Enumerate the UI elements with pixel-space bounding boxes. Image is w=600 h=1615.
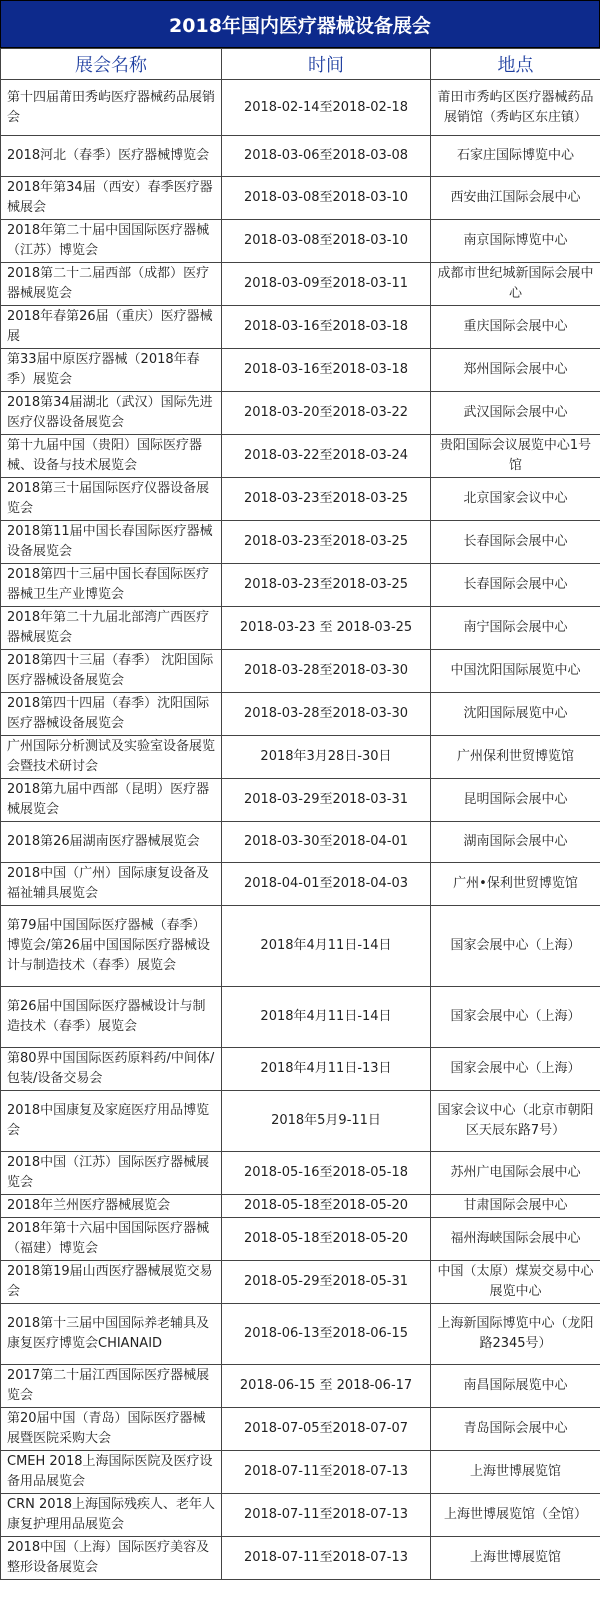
expo-time-cell: 2018-03-08至2018-03-10 bbox=[222, 220, 431, 263]
expo-place-cell: 苏州广电国际会展中心 bbox=[431, 1152, 600, 1195]
table-body bbox=[1, 80, 600, 1580]
table-row bbox=[1, 1304, 600, 1365]
expo-time-cell: 2018-06-13至2018-06-15 bbox=[222, 1304, 431, 1365]
expo-name-cell: 2018第四十四届（春季）沈阳国际医疗器械设备展览会 bbox=[1, 693, 222, 736]
expo-name-cell: 2018第二十二届西部（成都）医疗器械展览会 bbox=[1, 263, 222, 306]
expo-place-cell: 中国沈阳国际展览中心 bbox=[431, 650, 600, 693]
expo-name-cell: 2018中国（江苏）国际医疗器械展览会 bbox=[1, 1152, 222, 1195]
expo-place-cell: 莆田市秀屿区医疗器械药品展销馆（秀屿区东庄镇） bbox=[431, 80, 600, 136]
expo-name-cell: 2018年第34届（西安）春季医疗器械展会 bbox=[1, 177, 222, 220]
expo-table bbox=[0, 48, 600, 1580]
expo-place-cell: 国家会展中心（上海） bbox=[431, 1048, 600, 1091]
table-row bbox=[1, 1451, 600, 1494]
table-row bbox=[1, 1152, 600, 1195]
expo-name-cell: 2018年兰州医疗器械展览会 bbox=[1, 1195, 222, 1218]
expo-time-cell: 2018年4月11日-14日 bbox=[222, 906, 431, 987]
table-row bbox=[1, 987, 600, 1048]
column-header-place: 地点 bbox=[431, 49, 600, 80]
table-row bbox=[1, 863, 600, 906]
table-row bbox=[1, 1365, 600, 1408]
expo-time-cell: 2018-03-23至2018-03-25 bbox=[222, 564, 431, 607]
expo-place-cell: 上海世博展览馆 bbox=[431, 1451, 600, 1494]
table-row bbox=[1, 1261, 600, 1304]
expo-place-cell: 国家会展中心（上海） bbox=[431, 987, 600, 1048]
expo-place-cell: 青岛国际会展中心 bbox=[431, 1408, 600, 1451]
expo-place-cell: 郑州国际会展中心 bbox=[431, 349, 600, 392]
expo-time-cell: 2018-03-30至2018-04-01 bbox=[222, 822, 431, 863]
table-row bbox=[1, 521, 600, 564]
table-row bbox=[1, 1091, 600, 1152]
table-row bbox=[1, 220, 600, 263]
table-row bbox=[1, 1218, 600, 1261]
expo-time-cell: 2018-04-01至2018-04-03 bbox=[222, 863, 431, 906]
table-row bbox=[1, 1048, 600, 1091]
expo-name-cell: 第26届中国国际医疗器械设计与制造技术（春季）展览会 bbox=[1, 987, 222, 1048]
expo-name-cell: 2018年春第26届（重庆）医疗器械展 bbox=[1, 306, 222, 349]
table-row bbox=[1, 779, 600, 822]
expo-time-cell: 2018-03-20至2018-03-22 bbox=[222, 392, 431, 435]
expo-name-cell: 第十四届莆田秀屿医疗器械药品展销会 bbox=[1, 80, 222, 136]
expo-name-cell: CRN 2018上海国际残疾人、老年人康复护理用品展览会 bbox=[1, 1494, 222, 1537]
expo-time-cell: 2018年4月11日-13日 bbox=[222, 1048, 431, 1091]
expo-time-cell: 2018年3月28日-30日 bbox=[222, 736, 431, 779]
expo-place-cell: 中国（太原）煤炭交易中心展览中心 bbox=[431, 1261, 600, 1304]
expo-name-cell: 2017第二十届江西国际医疗器械展览会 bbox=[1, 1365, 222, 1408]
expo-time-cell: 2018-03-28至2018-03-30 bbox=[222, 650, 431, 693]
expo-place-cell: 国家会展中心（上海） bbox=[431, 906, 600, 987]
expo-place-cell: 武汉国际会展中心 bbox=[431, 392, 600, 435]
expo-name-cell: 2018年第十六届中国国际医疗器械（福建）博览会 bbox=[1, 1218, 222, 1261]
table-row bbox=[1, 1494, 600, 1537]
expo-name-cell: 2018第十三届中国国际养老辅具及康复医疗博览会CHIANAID bbox=[1, 1304, 222, 1365]
table-row bbox=[1, 435, 600, 478]
expo-place-cell: 长春国际会展中心 bbox=[431, 521, 600, 564]
table-row bbox=[1, 349, 600, 392]
expo-name-cell: CMEH 2018上海国际医院及医疗设备用品展览会 bbox=[1, 1451, 222, 1494]
expo-name-cell: 2018河北（春季）医疗器械博览会 bbox=[1, 136, 222, 177]
expo-name-cell: 第79届中国国际医疗器械（春季）博览会/第26届中国国际医疗器械设计与制造技术（春季）展览会 bbox=[1, 906, 222, 987]
expo-place-cell: 昆明国际会展中心 bbox=[431, 779, 600, 822]
expo-time-cell: 2018-03-06至2018-03-08 bbox=[222, 136, 431, 177]
expo-time-cell: 2018-03-23 至 2018-03-25 bbox=[222, 607, 431, 650]
table-row bbox=[1, 693, 600, 736]
table-row bbox=[1, 736, 600, 779]
expo-place-cell: 湖南国际会展中心 bbox=[431, 822, 600, 863]
table-row bbox=[1, 1195, 600, 1218]
expo-time-cell: 2018-03-23至2018-03-25 bbox=[222, 521, 431, 564]
expo-place-cell: 南昌国际展览中心 bbox=[431, 1365, 600, 1408]
expo-name-cell: 2018中国康复及家庭医疗用品博览会 bbox=[1, 1091, 222, 1152]
table-row bbox=[1, 650, 600, 693]
expo-name-cell: 2018中国（上海）国际医疗美容及整形设备展览会 bbox=[1, 1537, 222, 1580]
expo-time-cell: 2018-03-09至2018-03-11 bbox=[222, 263, 431, 306]
table-row bbox=[1, 306, 600, 349]
expo-name-cell: 第十九届中国（贵阳）国际医疗器械、设备与技术展览会 bbox=[1, 435, 222, 478]
expo-name-cell: 2018中国（广州）国际康复设备及福祉辅具展览会 bbox=[1, 863, 222, 906]
expo-time-cell: 2018-07-05至2018-07-07 bbox=[222, 1408, 431, 1451]
expo-time-cell: 2018-03-22至2018-03-24 bbox=[222, 435, 431, 478]
expo-time-cell: 2018-03-16至2018-03-18 bbox=[222, 306, 431, 349]
expo-time-cell: 2018-05-18至2018-05-20 bbox=[222, 1195, 431, 1218]
expo-place-cell: 北京国家会议中心 bbox=[431, 478, 600, 521]
expo-name-cell: 2018第三十届国际医疗仪器设备展览会 bbox=[1, 478, 222, 521]
expo-time-cell: 2018-02-14至2018-02-18 bbox=[222, 80, 431, 136]
expo-place-cell: 广州•保利世贸博览馆 bbox=[431, 863, 600, 906]
expo-time-cell: 2018-07-11至2018-07-13 bbox=[222, 1451, 431, 1494]
table-header-row bbox=[1, 49, 600, 80]
expo-name-cell: 2018第34届湖北（武汉）国际先进医疗仪器设备展览会 bbox=[1, 392, 222, 435]
expo-place-cell: 上海新国际博览中心（龙阳路2345号） bbox=[431, 1304, 600, 1365]
expo-name-cell: 2018年第二十届中国国际医疗器械（江苏）博览会 bbox=[1, 220, 222, 263]
table-row bbox=[1, 607, 600, 650]
expo-place-cell: 甘肃国际会展中心 bbox=[431, 1195, 600, 1218]
expo-place-cell: 重庆国际会展中心 bbox=[431, 306, 600, 349]
column-header-time: 时间 bbox=[222, 49, 431, 80]
expo-time-cell: 2018-05-16至2018-05-18 bbox=[222, 1152, 431, 1195]
expo-place-cell: 成都市世纪城新国际会展中心 bbox=[431, 263, 600, 306]
expo-name-cell: 2018第19届山西医疗器械展览交易会 bbox=[1, 1261, 222, 1304]
expo-name-cell: 第20届中国（青岛）国际医疗器械展暨医院采购大会 bbox=[1, 1408, 222, 1451]
expo-place-cell: 沈阳国际展览中心 bbox=[431, 693, 600, 736]
expo-place-cell: 南京国际博览中心 bbox=[431, 220, 600, 263]
expo-time-cell: 2018-03-29至2018-03-31 bbox=[222, 779, 431, 822]
expo-name-cell: 广州国际分析测试及实验室设备展览会暨技术研讨会 bbox=[1, 736, 222, 779]
table-row bbox=[1, 177, 600, 220]
expo-name-cell: 2018第四十三届（春季） 沈阳国际医疗器械设备展览会 bbox=[1, 650, 222, 693]
table-row bbox=[1, 564, 600, 607]
expo-place-cell: 国家会议中心（北京市朝阳区天辰东路7号） bbox=[431, 1091, 600, 1152]
expo-time-cell: 2018-03-08至2018-03-10 bbox=[222, 177, 431, 220]
expo-name-cell: 2018第11届中国长春国际医疗器械设备展览会 bbox=[1, 521, 222, 564]
expo-place-cell: 西安曲江国际会展中心 bbox=[431, 177, 600, 220]
table-row bbox=[1, 1537, 600, 1580]
table-row bbox=[1, 822, 600, 863]
column-header-name: 展会名称 bbox=[1, 49, 222, 80]
expo-time-cell: 2018-03-28至2018-03-30 bbox=[222, 693, 431, 736]
expo-place-cell: 福州海峡国际会展中心 bbox=[431, 1218, 600, 1261]
expo-name-cell: 第80界中国国际医药原料药/中间体/包装/设备交易会 bbox=[1, 1048, 222, 1091]
expo-time-cell: 2018-06-15 至 2018-06-17 bbox=[222, 1365, 431, 1408]
expo-time-cell: 2018-07-11至2018-07-13 bbox=[222, 1494, 431, 1537]
expo-time-cell: 2018-03-16至2018-03-18 bbox=[222, 349, 431, 392]
expo-place-cell: 上海世博展览馆（全馆） bbox=[431, 1494, 600, 1537]
expo-time-cell: 2018年4月11日-14日 bbox=[222, 987, 431, 1048]
expo-place-cell: 上海世博展览馆 bbox=[431, 1537, 600, 1580]
expo-name-cell: 2018第九届中西部（昆明）医疗器械展览会 bbox=[1, 779, 222, 822]
table-row bbox=[1, 1408, 600, 1451]
expo-time-cell: 2018-05-18至2018-05-20 bbox=[222, 1218, 431, 1261]
expo-place-cell: 石家庄国际博览中心 bbox=[431, 136, 600, 177]
table-row bbox=[1, 80, 600, 136]
expo-time-cell: 2018-05-29至2018-05-31 bbox=[222, 1261, 431, 1304]
expo-time-cell: 2018-07-11至2018-07-13 bbox=[222, 1537, 431, 1580]
expo-name-cell: 2018年第二十九届北部湾广西医疗器械展览会 bbox=[1, 607, 222, 650]
expo-time-cell: 2018-03-23至2018-03-25 bbox=[222, 478, 431, 521]
expo-time-cell: 2018年5月9-11日 bbox=[222, 1091, 431, 1152]
page-title: 2018年国内医疗器械设备展会 bbox=[0, 0, 600, 48]
table-row bbox=[1, 906, 600, 987]
expo-name-cell: 2018第26届湖南医疗器械展览会 bbox=[1, 822, 222, 863]
table-row bbox=[1, 263, 600, 306]
expo-place-cell: 南宁国际会展中心 bbox=[431, 607, 600, 650]
expo-place-cell: 长春国际会展中心 bbox=[431, 564, 600, 607]
table-row bbox=[1, 478, 600, 521]
table-row bbox=[1, 136, 600, 177]
expo-place-cell: 广州保利世贸博览馆 bbox=[431, 736, 600, 779]
expo-name-cell: 2018第四十三届中国长春国际医疗器械卫生产业博览会 bbox=[1, 564, 222, 607]
table-row bbox=[1, 392, 600, 435]
expo-name-cell: 第33届中原医疗器械（2018年春季）展览会 bbox=[1, 349, 222, 392]
expo-place-cell: 贵阳国际会议展览中心1号馆 bbox=[431, 435, 600, 478]
